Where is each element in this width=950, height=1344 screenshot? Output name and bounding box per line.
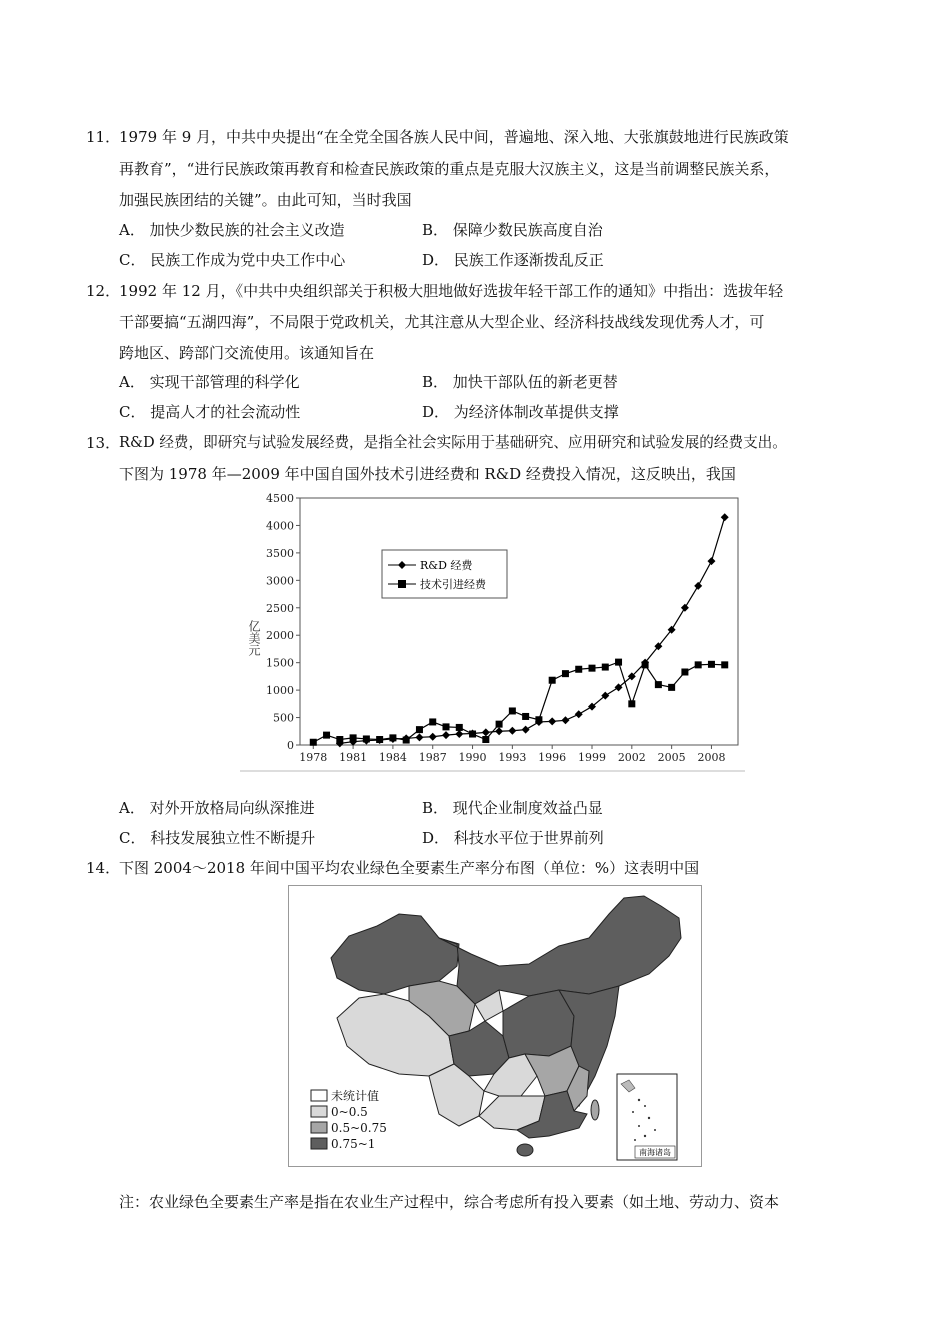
rd-point	[415, 733, 423, 741]
x-tick-label: 1993	[498, 751, 527, 764]
tech-point	[350, 734, 357, 741]
x-tick-label: 1996	[538, 751, 567, 764]
tech-point	[509, 707, 516, 714]
rd-point	[548, 717, 556, 725]
region-central	[503, 990, 574, 1058]
y-tick-label: 2000	[266, 629, 294, 643]
q13-option-d[interactable]: D． 科技水平位于世界前列	[422, 829, 604, 847]
chart-y-label: 亿美元	[247, 620, 261, 656]
tech-point	[363, 735, 370, 742]
tech-point	[655, 681, 662, 688]
rd-point	[482, 728, 490, 736]
chart-series	[310, 513, 729, 747]
legend-tech-marker	[398, 580, 406, 588]
legend-tech-label: 技术引进经费	[420, 578, 486, 591]
rd-point	[575, 710, 583, 718]
rd-point	[495, 727, 503, 735]
rd-chart	[240, 490, 745, 774]
legend-label: 0.5~0.75	[331, 1121, 387, 1135]
q12-option-b[interactable]: B． 加快干部队伍的新老更替	[422, 373, 618, 391]
tech-point	[336, 736, 343, 743]
chart-x-ticks	[299, 745, 725, 764]
region-north	[439, 896, 681, 1004]
tech-point	[695, 661, 702, 668]
rd-point	[442, 731, 450, 739]
x-tick-label: 1984	[378, 751, 407, 764]
y-tick-label: 4000	[266, 519, 294, 533]
rd-point	[522, 726, 530, 734]
q13-line-2: 下图为 1978 年—2009 年中国自国外技术引进经费和 R&D 经费投入情况，这反映出，我国	[119, 465, 736, 483]
tech-point	[615, 659, 622, 666]
rd-point	[429, 733, 437, 741]
rd-point	[707, 557, 715, 565]
q14-number: 14．	[86, 859, 121, 877]
q12-number: 12．	[86, 282, 121, 300]
x-tick-label: 1999	[578, 751, 606, 764]
tech-point	[443, 723, 450, 730]
tech-point	[562, 670, 569, 677]
y-tick-label: 1000	[266, 684, 294, 698]
q12-line-2: 干部要搞“五湖四海”，不局限于党政机关，尤其注意从大型企业、经济科技战线发现优秀人才，可	[119, 313, 765, 331]
q13-option-a[interactable]: A． 对外开放格局向纵深推进	[119, 799, 315, 817]
china-agri-map	[288, 885, 702, 1167]
region-taiwan	[591, 1100, 599, 1120]
legend-label: 0.75~1	[331, 1137, 376, 1151]
x-tick-label: 2005	[657, 751, 686, 764]
region-hainan	[517, 1144, 533, 1156]
q13-option-c[interactable]: C． 科技发展独立性不断提升	[119, 829, 316, 847]
q11-option-a[interactable]: A． 加快少数民族的社会主义改造	[119, 221, 345, 239]
tech-point	[628, 700, 635, 707]
q11-option-b[interactable]: B． 保障少数民族高度自治	[422, 221, 603, 239]
chart-y-ticks	[266, 492, 300, 752]
china-map-svg	[289, 886, 701, 1166]
legend-swatch	[311, 1090, 327, 1101]
q11-option-d[interactable]: D． 民族工作逐渐拨乱反正	[422, 251, 604, 269]
y-tick-label: 4500	[266, 492, 294, 505]
tech-point	[708, 661, 715, 668]
tech-point	[323, 732, 330, 739]
tech-point	[642, 661, 649, 668]
rd-chart-svg	[240, 490, 745, 774]
tech-point	[681, 668, 688, 675]
inset-label: 南海诸岛	[639, 1148, 671, 1157]
rd-point	[561, 716, 569, 724]
q12-line-3: 跨地区、跨部门交流使用。该通知旨在	[119, 344, 375, 362]
tech-point	[589, 665, 596, 672]
tech-point	[602, 664, 609, 671]
q14-line-1: 下图 2004～2018 年间中国平均农业绿色全要素生产率分布图（单位：%）这表明中国	[119, 859, 700, 877]
chart-legend	[382, 550, 507, 598]
tech-point	[310, 739, 317, 746]
legend-swatch	[311, 1138, 327, 1149]
legend-label: 0~0.5	[331, 1105, 368, 1119]
legend-swatch	[311, 1122, 327, 1133]
tech-point	[668, 684, 675, 691]
q11-number: 11．	[86, 128, 121, 146]
q12-option-a[interactable]: A． 实现干部管理的科学化	[119, 373, 300, 391]
legend-label: 未统计值	[331, 1089, 380, 1103]
y-tick-label: 2500	[266, 601, 294, 615]
tech-point	[429, 718, 436, 725]
tech-point	[416, 726, 423, 733]
q12-option-d[interactable]: D． 为经济体制改革提供支撑	[422, 403, 619, 421]
map-legend	[311, 1088, 387, 1151]
tech-point	[482, 736, 489, 743]
x-tick-label: 2002	[617, 751, 646, 764]
tech-point	[721, 661, 728, 668]
q12-option-c[interactable]: C． 提高人才的社会流动性	[119, 403, 301, 421]
tech-point	[549, 677, 556, 684]
rd-point	[721, 513, 729, 521]
chart-plot-frame	[300, 498, 738, 745]
legend-rd-label: R&D 经费	[420, 559, 473, 572]
y-tick-label: 1500	[266, 656, 294, 670]
south-sea-inset	[617, 1074, 677, 1160]
y-tick-label: 500	[273, 711, 294, 725]
tech-point	[535, 716, 542, 723]
q13-option-b[interactable]: B． 现代企业制度效益凸显	[422, 799, 603, 817]
x-tick-label: 2008	[697, 751, 726, 764]
y-tick-label: 3000	[266, 574, 294, 588]
x-tick-label: 1978	[299, 751, 328, 764]
tech-point	[456, 724, 463, 731]
rd-point	[681, 604, 689, 612]
rd-point	[455, 730, 463, 738]
rd-point	[694, 582, 702, 590]
y-tick-label: 3500	[266, 546, 294, 560]
q13-line-1: R&D 经费，即研究与试验发展经费，是指全社会实际用于基础研究、应用研究和试验发展的经费支出。	[119, 434, 787, 451]
y-tick-label: 0	[287, 739, 294, 752]
x-tick-label: 1981	[339, 751, 368, 764]
tech-point	[469, 731, 476, 738]
tech-point	[522, 713, 529, 720]
tech-point	[389, 734, 396, 741]
tech-point	[496, 721, 503, 728]
tech-point	[376, 736, 383, 743]
x-tick-label: 1990	[458, 751, 487, 764]
q11-line-3: 加强民族团结的关键”。由此可知，当时我国	[119, 191, 412, 209]
x-tick-label: 1987	[418, 751, 447, 764]
legend-swatch	[311, 1106, 327, 1117]
q12-line-1: 1992 年 12 月，《中共中央组织部关于积极大胆地做好选拔年轻干部工作的通知》中指出：选拔年轻	[119, 282, 784, 300]
q14-note: 注：农业绿色全要素生产率是指在农业生产过程中，综合考虑所有投入要素（如土地、劳动力、资本	[119, 1193, 780, 1211]
q11-line-2: 再教育”，“进行民族政策再教育和检查民族政策的重点是克服大汉族主义，这是当前调整民族关系，	[119, 160, 780, 178]
rd-point	[508, 727, 516, 735]
q13-number: 13．	[86, 434, 121, 452]
tech-point	[575, 666, 582, 673]
q11-line-1: 1979 年 9 月，中共中央提出“在全党全国各族人民中间，普遍地、深入地、大张旗鼓地进行民族政策	[119, 128, 789, 146]
q11-option-c[interactable]: C． 民族工作成为党中央工作中心	[119, 251, 346, 269]
tech-point	[403, 737, 410, 744]
